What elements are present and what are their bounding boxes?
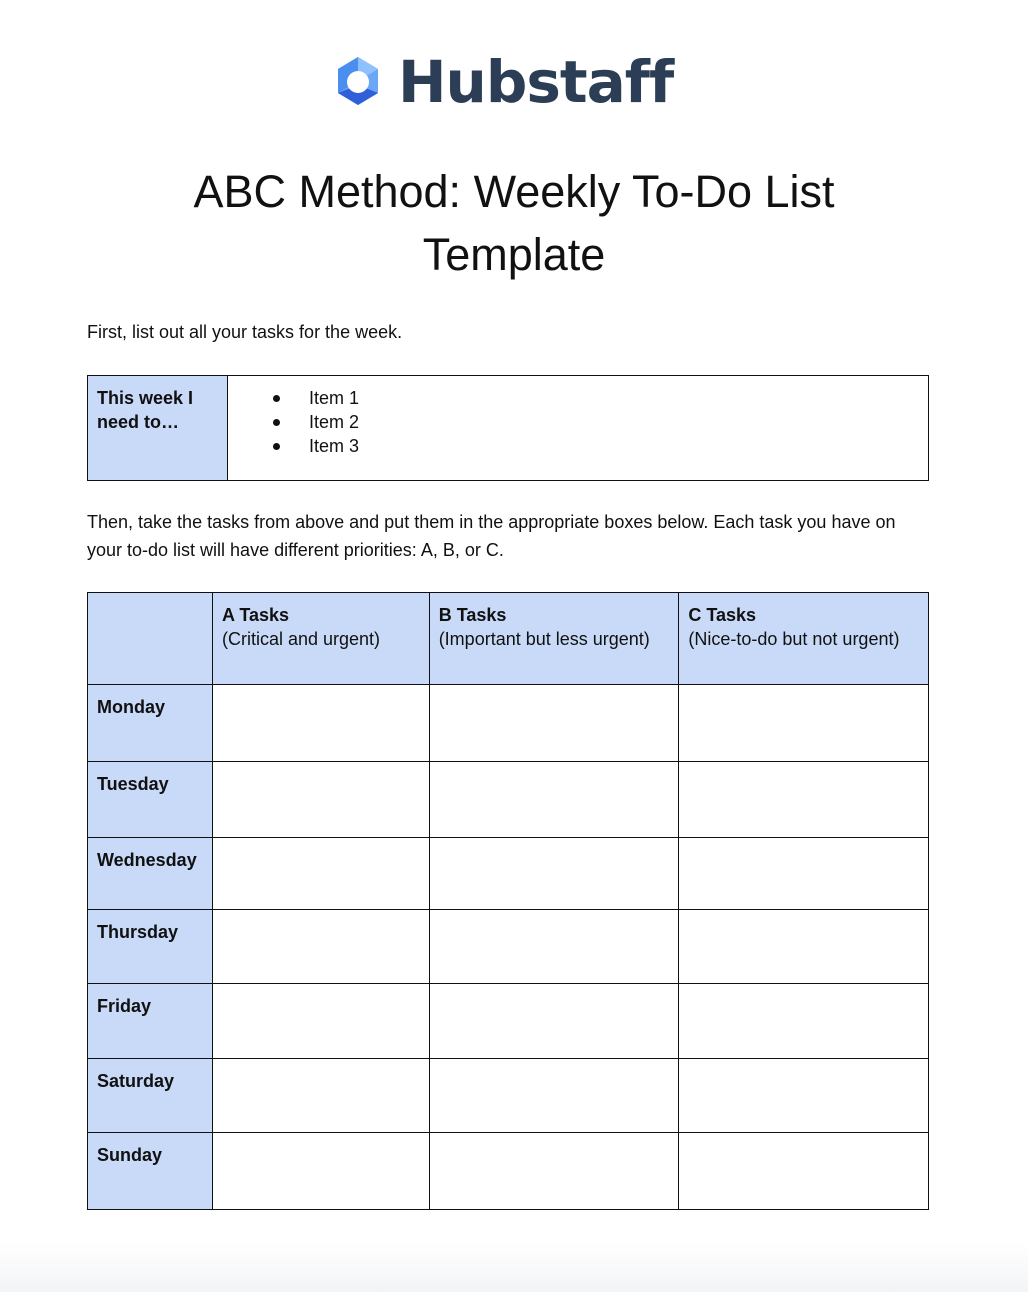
c-task-cell[interactable] [679,685,929,762]
page-title-line-1: ABC Method: Weekly To-Do List [193,166,835,217]
instructions-text: Then, take the tasks from above and put them in the appropriate boxes below. Each task you have on your to-do list will have different priorities: A, B, or C. [87,512,896,560]
list-item: Item 2 [301,410,919,434]
b-task-cell[interactable] [429,1059,679,1133]
table-row [88,685,929,762]
intro-text: First, list out all your tasks for the week. [87,322,403,342]
row-label-thursday: Thursday [88,910,213,984]
b-task-cell[interactable] [429,984,679,1059]
row-label-wednesday: Wednesday [88,838,213,910]
column-header-subtitle: (Nice-to-do but not urgent) [688,629,900,649]
page-title [0,160,1028,286]
b-task-cell[interactable] [429,685,679,762]
b-task-cell[interactable] [429,838,679,910]
row-label-friday: Friday [88,984,213,1059]
a-task-cell[interactable] [212,685,429,762]
row-label-sunday: Sunday [88,1133,213,1210]
corner-header-cell [88,593,213,685]
hubstaff-logo-icon [332,55,384,109]
column-header-c [679,593,929,685]
column-header-subtitle: (Important but less urgent) [438,629,650,649]
abc-priority-table [87,592,929,1210]
b-task-cell[interactable] [429,1133,679,1210]
brand-name: Hubstaff [398,48,674,116]
column-header-a [212,593,429,685]
column-header-b [429,593,679,685]
a-task-cell[interactable] [212,1133,429,1210]
hubstaff-logo [332,48,674,116]
a-task-cell[interactable] [212,1059,429,1133]
list-item: Item 3 [301,434,919,458]
table-row [88,1133,929,1210]
row-label-tuesday: Tuesday [88,762,213,838]
table-row [88,762,929,838]
week-task-table [87,375,929,481]
column-header-title: C Tasks [688,605,757,625]
a-task-cell[interactable] [212,762,429,838]
week-task-list-cell[interactable] [228,376,929,481]
c-task-cell[interactable] [679,1133,929,1210]
c-task-cell[interactable] [679,910,929,984]
c-task-cell[interactable] [679,838,929,910]
week-task-list [237,386,919,458]
column-header-title: B Tasks [438,605,507,625]
table-row [88,910,929,984]
b-task-cell[interactable] [429,762,679,838]
column-header-title: A Tasks [221,605,290,625]
c-task-cell[interactable] [679,762,929,838]
c-task-cell[interactable] [679,1059,929,1133]
table-row [88,984,929,1059]
table-row [88,838,929,910]
row-label-monday: Monday [88,685,213,762]
page-bottom-edge [0,1242,1028,1292]
row-label-saturday: Saturday [88,1059,213,1133]
week-table-label: This week I need to… [88,376,228,481]
table-row [88,1059,929,1133]
c-task-cell[interactable] [679,984,929,1059]
column-header-subtitle: (Critical and urgent) [221,629,381,649]
page-title-line-2: Template [422,229,606,280]
b-task-cell[interactable] [429,910,679,984]
a-task-cell[interactable] [212,984,429,1059]
a-task-cell[interactable] [212,910,429,984]
a-task-cell[interactable] [212,838,429,910]
list-item: Item 1 [301,386,919,410]
